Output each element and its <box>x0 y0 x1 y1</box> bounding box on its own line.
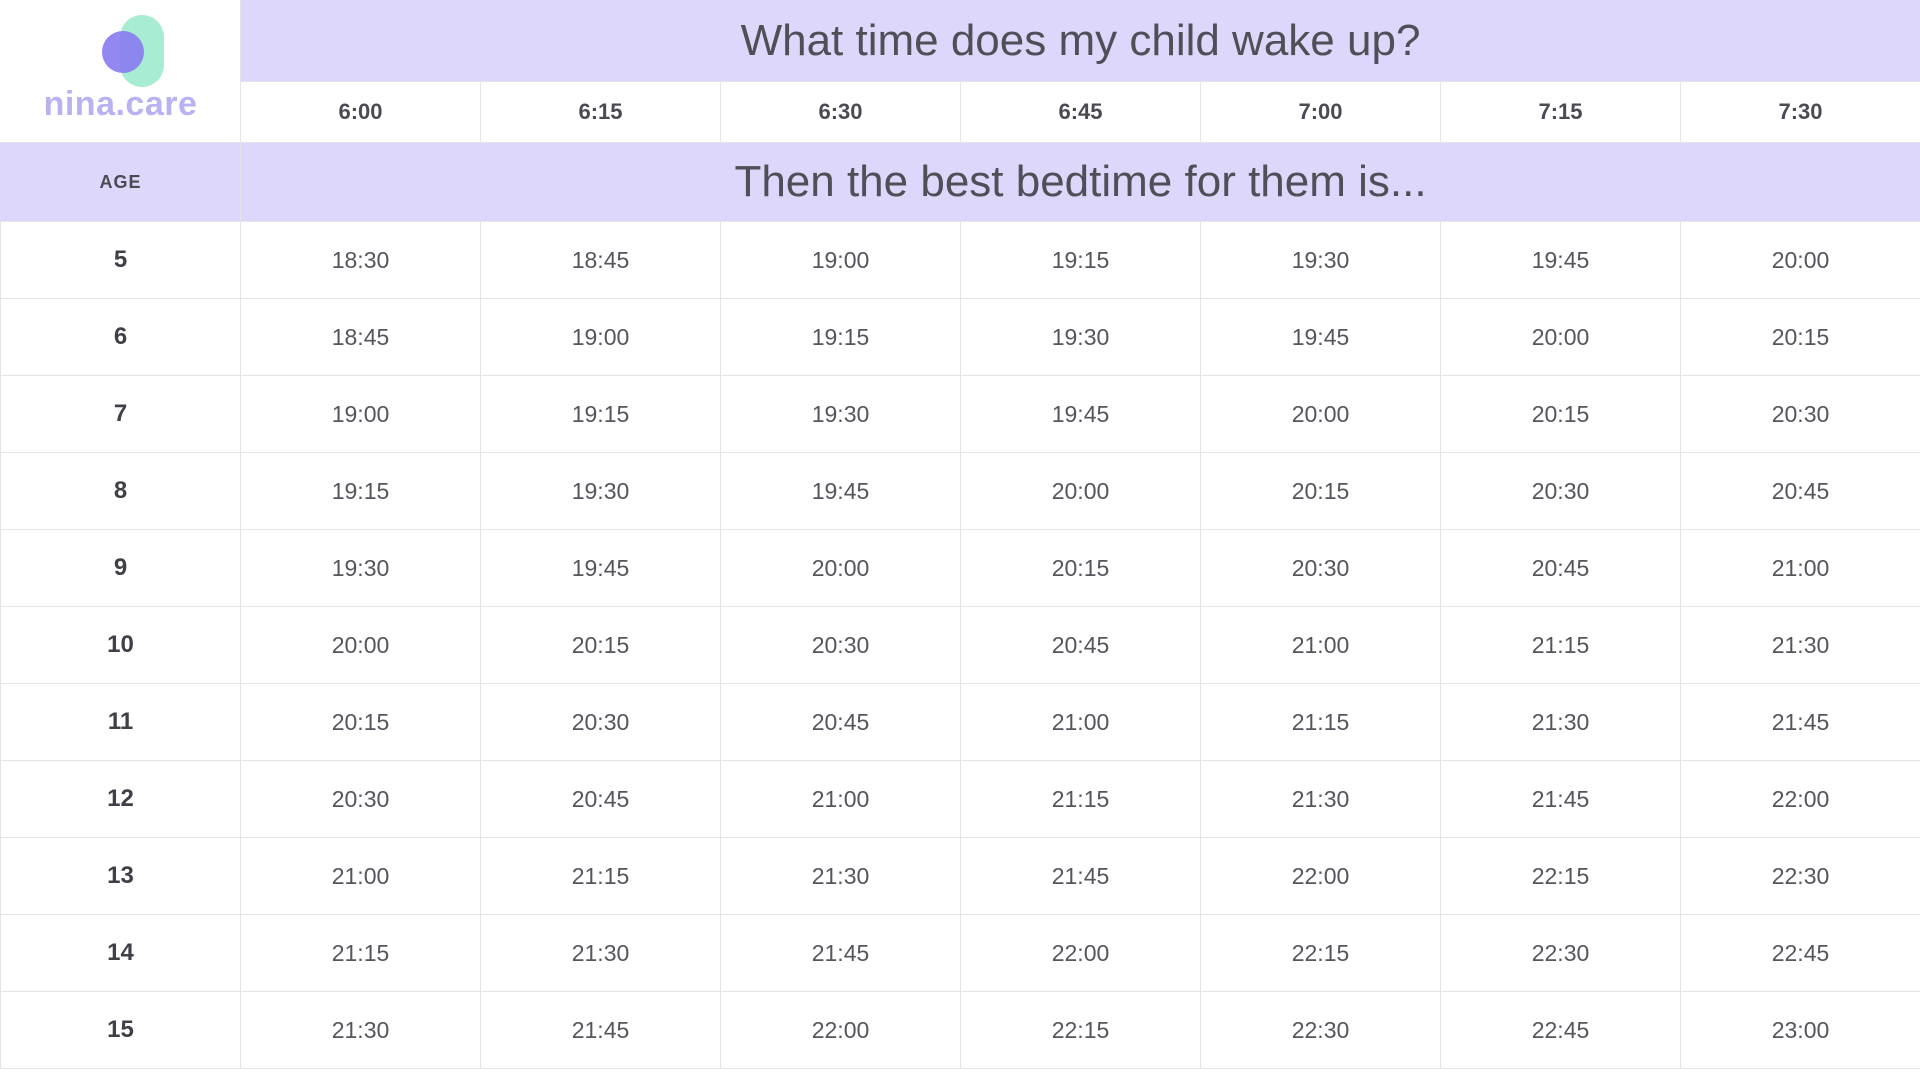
bedtime-cell: 22:00 <box>721 992 961 1069</box>
brand-logo-cell <box>1 1 241 143</box>
wake-time-header-3: 6:45 <box>961 82 1201 143</box>
bedtime-cell: 22:45 <box>1681 915 1920 992</box>
bedtime-cell: 20:45 <box>961 607 1201 684</box>
bedtime-cell: 21:15 <box>481 838 721 915</box>
bedtime-cell: 19:30 <box>481 453 721 530</box>
bedtime-cell: 19:15 <box>961 222 1201 299</box>
row-age-label: 9 <box>1 530 241 607</box>
bedtime-cell: 21:00 <box>1681 530 1920 607</box>
bedtime-cell: 21:45 <box>961 838 1201 915</box>
wake-time-header-2: 6:30 <box>721 82 961 143</box>
bedtime-cell: 19:30 <box>1201 222 1441 299</box>
bedtime-cell: 21:30 <box>721 838 961 915</box>
answer-banner <box>241 143 1920 222</box>
row-age-label: 15 <box>1 992 241 1069</box>
table-row <box>1 299 1920 376</box>
bedtime-cell: 20:15 <box>1681 299 1920 376</box>
bedtime-cell: 21:15 <box>961 761 1201 838</box>
bedtime-cell: 20:15 <box>961 530 1201 607</box>
bedtime-cell: 21:45 <box>721 915 961 992</box>
bedtime-cell: 19:30 <box>241 530 481 607</box>
answer-banner-row <box>1 143 1920 222</box>
bedtime-cell: 20:00 <box>721 530 961 607</box>
table-row <box>1 530 1920 607</box>
bedtime-cell: 19:45 <box>721 453 961 530</box>
bedtime-cell: 22:15 <box>1441 838 1681 915</box>
bedtime-cell: 21:15 <box>241 915 481 992</box>
wake-time-header-row <box>1 82 1920 143</box>
bedtime-cell: 22:45 <box>1441 992 1681 1069</box>
row-age-label: 11 <box>1 684 241 761</box>
row-age-label: 5 <box>1 222 241 299</box>
age-column-header: AGE <box>1 143 241 222</box>
bedtime-cell: 19:15 <box>721 299 961 376</box>
bedtime-cell: 21:00 <box>1201 607 1441 684</box>
bedtime-cell: 19:45 <box>1441 222 1681 299</box>
bedtime-cell: 20:30 <box>1681 376 1920 453</box>
bedtime-cell: 19:45 <box>481 530 721 607</box>
bedtime-cell: 20:30 <box>1201 530 1441 607</box>
row-age-label: 10 <box>1 607 241 684</box>
table-row <box>1 376 1920 453</box>
bedtime-cell: 19:00 <box>721 222 961 299</box>
row-age-label: 14 <box>1 915 241 992</box>
bedtime-cell: 20:00 <box>1201 376 1441 453</box>
bedtime-cell: 22:30 <box>1201 992 1441 1069</box>
bedtime-cell: 19:30 <box>961 299 1201 376</box>
table-row <box>1 607 1920 684</box>
bedtime-cell: 20:00 <box>1441 299 1681 376</box>
bedtime-cell: 20:45 <box>481 761 721 838</box>
bedtime-cell: 19:00 <box>241 376 481 453</box>
bedtime-cell: 21:30 <box>241 992 481 1069</box>
table-row <box>1 915 1920 992</box>
bedtime-cell: 20:15 <box>241 684 481 761</box>
table-row <box>1 992 1920 1069</box>
bedtime-cell: 21:15 <box>1441 607 1681 684</box>
row-age-label: 7 <box>1 376 241 453</box>
wake-time-header-1: 6:15 <box>481 82 721 143</box>
bedtime-cell: 22:15 <box>1201 915 1441 992</box>
wake-time-header-4: 7:00 <box>1201 82 1441 143</box>
bedtime-cell: 21:45 <box>1441 761 1681 838</box>
logo-dot-shape <box>102 31 144 73</box>
question-banner-text: What time does my child wake up? <box>740 16 1421 65</box>
row-age-label: 13 <box>1 838 241 915</box>
bedtime-cell: 19:45 <box>961 376 1201 453</box>
bedtime-cell: 21:00 <box>241 838 481 915</box>
bedtime-cell: 21:45 <box>481 992 721 1069</box>
table-row <box>1 684 1920 761</box>
bedtime-cell: 22:00 <box>1201 838 1441 915</box>
wake-time-header-0: 6:00 <box>241 82 481 143</box>
bedtime-cell: 20:30 <box>721 607 961 684</box>
bedtime-cell: 20:45 <box>1441 530 1681 607</box>
bedtime-cell: 20:30 <box>481 684 721 761</box>
nina-care-logo-icon <box>16 9 226 134</box>
bedtime-cell: 20:15 <box>1201 453 1441 530</box>
wake-time-header-5: 7:15 <box>1441 82 1681 143</box>
bedtime-cell: 22:30 <box>1441 915 1681 992</box>
bedtime-cell: 20:15 <box>481 607 721 684</box>
wake-time-header-6: 7:30 <box>1681 82 1920 143</box>
bedtime-cell: 18:30 <box>241 222 481 299</box>
bedtime-cell: 19:30 <box>721 376 961 453</box>
bedtime-cell: 20:00 <box>1681 222 1920 299</box>
bedtime-cell: 21:15 <box>1201 684 1441 761</box>
bedtime-cell: 21:00 <box>961 684 1201 761</box>
bedtime-cell: 20:30 <box>241 761 481 838</box>
table-row <box>1 761 1920 838</box>
question-banner-row <box>1 1 1920 82</box>
bedtime-cell: 22:00 <box>1681 761 1920 838</box>
bedtime-cell: 19:45 <box>1201 299 1441 376</box>
bedtime-cell: 20:00 <box>241 607 481 684</box>
table-row <box>1 838 1920 915</box>
bedtime-cell: 20:15 <box>1441 376 1681 453</box>
bedtime-cell: 20:00 <box>961 453 1201 530</box>
bedtime-cell: 19:15 <box>241 453 481 530</box>
question-banner <box>241 1 1920 82</box>
bedtime-cell: 18:45 <box>241 299 481 376</box>
bedtime-cell: 21:30 <box>1441 684 1681 761</box>
brand-name: nina.care <box>43 85 198 123</box>
bedtime-cell: 20:45 <box>721 684 961 761</box>
table-row <box>1 453 1920 530</box>
bedtime-cell: 22:00 <box>961 915 1201 992</box>
bedtime-cell: 21:45 <box>1681 684 1920 761</box>
row-age-label: 12 <box>1 761 241 838</box>
table-header <box>1 1 1920 222</box>
table-body <box>1 222 1920 1069</box>
row-age-label: 6 <box>1 299 241 376</box>
bedtime-cell: 21:30 <box>481 915 721 992</box>
bedtime-cell: 18:45 <box>481 222 721 299</box>
table-row <box>1 222 1920 299</box>
bedtime-cell: 19:00 <box>481 299 721 376</box>
bedtime-cell: 20:30 <box>1441 453 1681 530</box>
bedtime-cell: 19:15 <box>481 376 721 453</box>
row-age-label: 8 <box>1 453 241 530</box>
bedtime-cell: 22:15 <box>961 992 1201 1069</box>
bedtime-cell: 21:30 <box>1201 761 1441 838</box>
answer-banner-text: Then the best bedtime for them is... <box>734 157 1427 206</box>
bedtime-cell: 21:30 <box>1681 607 1920 684</box>
bedtime-cell: 21:00 <box>721 761 961 838</box>
bedtime-cell: 22:30 <box>1681 838 1920 915</box>
bedtime-cell: 20:45 <box>1681 453 1920 530</box>
bedtime-cell: 23:00 <box>1681 992 1920 1069</box>
